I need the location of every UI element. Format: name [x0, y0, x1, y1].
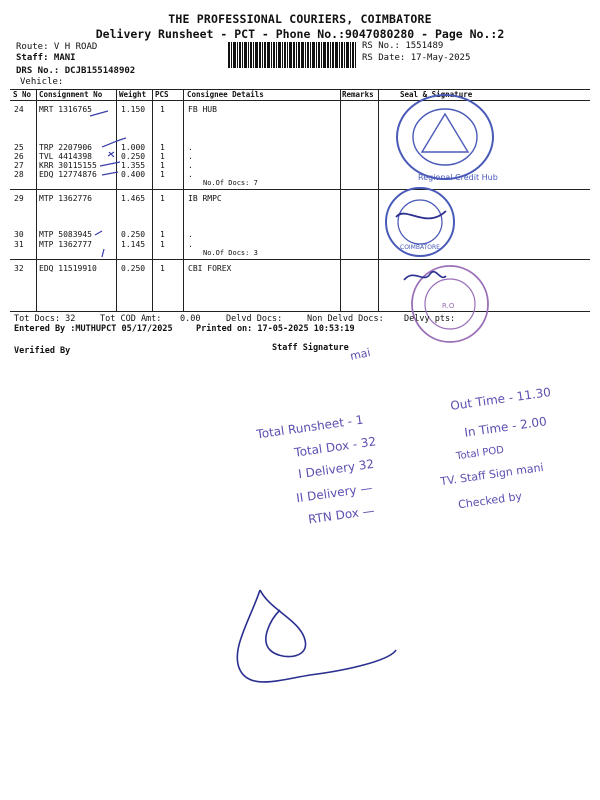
col-header-consignment: Consignment No — [39, 90, 103, 99]
staff: Staff: MANI — [16, 53, 76, 63]
row-sno: 24 — [14, 105, 24, 114]
hand-ii-delivery: II Delivery — — [295, 480, 374, 506]
stamp-text: COIMBATORE — [400, 244, 440, 251]
verified-by: Verified By — [14, 346, 71, 356]
col-header-weight: Weight — [119, 90, 147, 99]
row-weight: 0.250 — [121, 152, 146, 161]
col-header-pcs: PCS — [155, 90, 169, 99]
row-sno: 27 — [14, 161, 24, 170]
drs-no: DRS No.: DCJB155148902 — [16, 66, 136, 76]
vehicle: Vehicle: — [20, 77, 64, 87]
non-delvd-docs: Non Delvd Docs: — [307, 314, 384, 324]
row-pcs: 1 — [160, 170, 165, 179]
col-divider — [340, 89, 341, 311]
col-header-remarks: Remarks — [342, 90, 374, 99]
row-sno: 32 — [14, 264, 24, 273]
signature-scribble — [200, 580, 400, 700]
stamp-text: Regional Credit Hub — [418, 173, 498, 182]
coimbatore-stamp — [376, 185, 464, 260]
group-note: No.Of Docs: 3 — [203, 249, 258, 257]
row-pcs: 1 — [160, 230, 165, 239]
tot-cod-value: 0.00 — [180, 314, 201, 324]
row-weight: 0.400 — [121, 170, 146, 179]
hand-rtn-dox: RTN Dox — — [307, 503, 376, 527]
hand-total-dox: Total Dox - 32 — [293, 434, 377, 460]
hand-tv-staff-sign: TV. Staff Sign mani — [439, 460, 545, 489]
row-consignment: MTP 1362777 — [39, 240, 92, 249]
row-consignee: . — [188, 240, 193, 249]
row-consignee: . — [188, 152, 193, 161]
col-header-seal: Seal & Signature — [400, 90, 473, 99]
row-consignee: . — [188, 143, 193, 152]
row-sno: 28 — [14, 170, 24, 179]
ro-stamp — [400, 262, 500, 346]
row-consignment: MRT 1316765 — [39, 105, 92, 114]
delvy-pts: Delvy pts: — [404, 314, 456, 324]
regional-credit-hub-stamp — [392, 92, 498, 182]
row-pcs: 1 — [160, 143, 165, 152]
row-pcs: 1 — [160, 105, 165, 114]
row-consignment: KRR 30115155 — [39, 161, 97, 170]
barcode — [228, 42, 356, 68]
entered-by: Entered By :MUTHUPCT 05/17/2025 — [14, 324, 173, 334]
hand-checked-by: Checked by — [457, 489, 523, 512]
tick-marks — [60, 100, 130, 190]
row-consignee: IB RMPC — [188, 194, 222, 203]
group-note: No.Of Docs: 7 — [203, 179, 258, 187]
table-bottom-border — [10, 311, 590, 312]
route: Route: V H ROAD — [16, 42, 98, 52]
row-consignment: EDQ 11519910 — [39, 264, 97, 273]
row-weight: 1.150 — [121, 105, 146, 114]
staff-signature: Staff Signature — [272, 343, 349, 353]
row-consignment: MTP 5083945 — [39, 230, 92, 239]
row-sno: 29 — [14, 194, 24, 203]
row-consignment: TRP 2207906 — [39, 143, 92, 152]
stamp-text: R.O — [442, 302, 455, 310]
col-divider — [36, 89, 37, 311]
printed-on: Printed on: 17-05-2025 10:53:19 — [196, 324, 355, 334]
col-header-consignee: Consignee Details — [187, 90, 264, 99]
row-sno: 25 — [14, 143, 24, 152]
row-weight: 1.000 — [121, 143, 146, 152]
row-weight: 0.250 — [121, 264, 146, 273]
hand-in-time: In Time - 2.00 — [463, 414, 548, 440]
row-consignee: FB HUB — [188, 105, 217, 114]
rs-date: RS Date: 17-May-2025 — [362, 53, 471, 63]
row-consignment: EDQ 12774876 — [39, 170, 97, 179]
hand-out-time: Out Time - 11.30 — [449, 385, 552, 413]
row-pcs: 1 — [160, 240, 165, 249]
row-sno: 30 — [14, 230, 24, 239]
col-divider — [152, 89, 153, 311]
row-weight: 1.145 — [121, 240, 146, 249]
row-consignment: TVL 4414398 — [39, 152, 92, 161]
staff-signature-ink: mai — [348, 346, 372, 363]
row-pcs: 1 — [160, 161, 165, 170]
delvd-docs: Delvd Docs: — [226, 314, 283, 324]
row-consignee: CBI FOREX — [188, 264, 232, 273]
col-header-sno: S No — [13, 90, 32, 99]
row-pcs: 1 — [160, 264, 165, 273]
row-sno: 31 — [14, 240, 24, 249]
row-pcs: 1 — [160, 194, 165, 203]
row-consignment: MTP 1362776 — [39, 194, 92, 203]
row-weight: 1.465 — [121, 194, 146, 203]
runsheet-title: Delivery Runsheet - PCT - Phone No.:9047080280 - Page No.:2 — [95, 27, 505, 41]
row-pcs: 1 — [160, 152, 165, 161]
hand-delivery: I Delivery 32 — [297, 456, 375, 482]
row-sno: 26 — [14, 152, 24, 161]
hand-total-pod: Total POD — [455, 444, 505, 463]
row-weight: 1.355 — [121, 161, 146, 170]
tick-marks-2 — [90, 225, 120, 260]
tot-cod-label: Tot COD Amt: — [100, 314, 162, 324]
company-title: THE PROFESSIONAL COURIERS, COIMBATORE — [168, 12, 432, 26]
row-consignee: . — [188, 170, 193, 179]
rs-no: RS No.: 1551489 — [362, 41, 444, 51]
row-consignee: . — [188, 161, 193, 170]
hand-total-runsheet: Total Runsheet - 1 — [255, 412, 365, 442]
row-weight: 0.250 — [121, 230, 146, 239]
tot-docs: Tot Docs: 32 — [14, 314, 76, 324]
col-divider — [183, 89, 184, 311]
row-consignee: . — [188, 230, 193, 239]
